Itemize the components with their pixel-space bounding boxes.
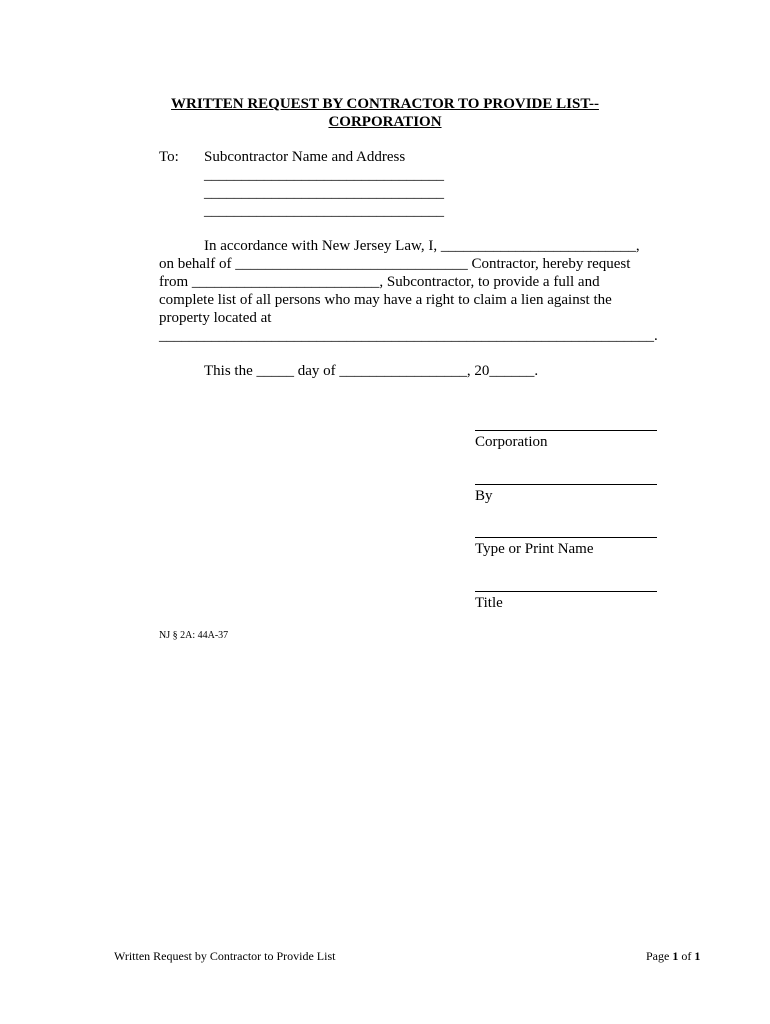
by-signature-line [475,484,657,485]
by-label: By [475,488,493,504]
address-line-3: ________________________________ [204,203,444,219]
paragraph-line-4: complete list of all persons who may have a right to claim a lien against the [159,292,612,308]
page-current: 1 [672,949,679,963]
corporation-signature-line [475,430,657,431]
to-label: To: [159,149,179,165]
paragraph-line-5: property located at [159,310,272,326]
paragraph-line-2: on behalf of _______________________________ Contractor, hereby request [159,256,631,272]
paragraph-line-1: In accordance with New Jersey Law, I, __________________________, [204,238,640,254]
address-line-1: ________________________________ [204,167,444,183]
title-signature-line [475,591,657,592]
corporation-label: Corporation [475,434,548,450]
statute-citation: NJ § 2A: 44A-37 [159,630,229,641]
date-line: This the _____ day of _________________, 20______. [204,363,539,379]
page-total: 1 [694,949,701,963]
paragraph-line-3: from _________________________, Subcontractor, to provide a full and [159,274,600,290]
page-of: of [678,949,695,963]
document-title-line1: WRITTEN REQUEST BY CONTRACTOR TO PROVIDE LIST-- [171,96,599,112]
property-address-line: __________________________________________________________________. [159,328,658,344]
title-label: Title [475,595,503,611]
print-name-label: Type or Print Name [475,541,594,557]
print-name-signature-line [475,537,657,538]
footer-page-number [646,949,700,963]
recipient-name: Subcontractor Name and Address [204,149,406,165]
document-title-line2: CORPORATION [328,114,442,130]
page-prefix: Page [646,949,673,963]
address-line-2: ________________________________ [204,185,444,201]
footer-document-name: Written Request by Contractor to Provide List [114,949,336,963]
